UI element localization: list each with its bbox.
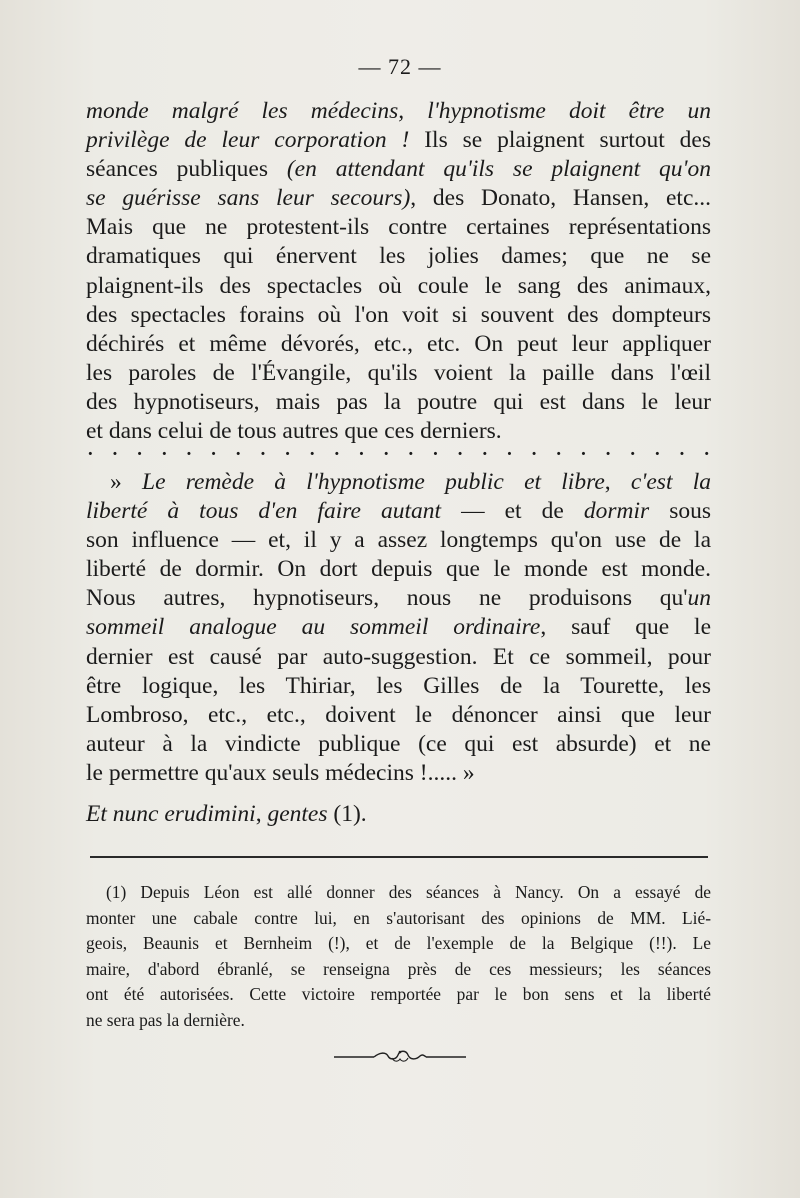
paragraph-1-line: des hypnotiseurs, mais pas la poutre qui est dans le leur: [86, 388, 711, 415]
paragraph-2-line: le permettre qu'aux seuls médecins !..... »: [86, 759, 475, 786]
paragraph-1-line: des spectacles forains où l'on voit si souvent des dompteurs: [86, 301, 711, 328]
paragraph-2-line: [86, 497, 711, 526]
italic-text: dormir: [583, 498, 650, 525]
roman-text: séances publiques: [86, 156, 287, 183]
footnote-line: ont été autorisées. Cette victoire remportée par le bon sens et la liberté: [86, 984, 711, 1005]
paragraph-1-line: et dans celui de tous autres que ces derniers.: [86, 418, 502, 445]
roman-text: »: [110, 469, 142, 495]
paragraph-2-line: [86, 468, 711, 497]
paragraph-2-line: [86, 613, 711, 642]
paragraph-1-line: [86, 97, 711, 126]
page-number: — 72 —: [358, 54, 442, 79]
roman-text: , sauf que le: [540, 614, 711, 641]
dot-separator: · · · · · · · · · · · · · · · · · · · · · · · · · ·: [86, 439, 711, 468]
end-flourish-ornament-icon: [330, 1044, 470, 1068]
paragraph-2-line: Lombroso, etc., etc., doivent le dénoncer ainsi que leur: [86, 701, 711, 728]
roman-text: ,: [255, 801, 268, 827]
italic-text: sommeil analogue au sommeil ordinaire: [86, 614, 541, 641]
paragraph-2-line: [86, 584, 711, 613]
paragraph-3-closing: [86, 800, 711, 829]
paragraph-1-line: [86, 126, 711, 155]
paragraph-1-line: déchirés et même dévorés, etc., etc. On peut leur appliquer: [86, 330, 711, 357]
paragraph-2-line: dernier est causé par auto-suggestion. Et ce sommeil, pour: [86, 643, 711, 670]
paragraph-1-line: [86, 155, 711, 184]
italic-text: un: [687, 585, 711, 612]
italic-text: gentes: [267, 801, 328, 827]
footnote: [86, 880, 711, 1034]
closing-line: [86, 800, 711, 829]
footnote-divider: [90, 856, 708, 858]
paragraph-1-line: les paroles de l'Évangile, qu'ils voient la paille dans l'œil: [86, 359, 711, 386]
paragraph-2-line: être logique, les Thiriar, les Gilles de la Tourette, les: [86, 672, 711, 699]
roman-text: Ils se plaignent surtout des: [409, 127, 711, 154]
ellipsis-dot-row: [86, 439, 711, 468]
italic-text: Et nunc erudimini: [86, 801, 256, 827]
footnote-line: maire, d'abord ébranlé, se renseigna près de ces messieurs; les séances: [86, 958, 711, 979]
paragraph-2-quote: [86, 468, 711, 788]
italic-text: c'est la: [630, 469, 712, 495]
roman-text: , des Donato, Hansen, etc...: [410, 185, 712, 212]
footnote-line: monter une cabale contre lui, en s'autorisant des opinions de MM. Lié-: [86, 907, 711, 928]
paragraph-1-line: plaignent-ils des spectacles où coule le sang des animaux,: [86, 272, 711, 299]
footnote-line: ne sera pas la dernière.: [86, 1009, 245, 1030]
paragraph-2-line: son influence — et, il y a assez longtemps qu'on use de la: [86, 527, 711, 554]
paragraph-2-line: auteur à la vindicte publique (ce qui est absurde) et ne: [86, 730, 711, 757]
italic-text: privilège de leur corporation !: [86, 127, 410, 154]
paragraph-1-line: dramatiques qui énervent les jolies dames; que ne se: [86, 243, 711, 270]
roman-text: — et de: [441, 498, 584, 525]
paragraph-1: [86, 97, 711, 446]
paragraph-2-line: liberté de dormir. On dort depuis que le monde est monde.: [86, 556, 711, 583]
paragraph-1-line: Mais que ne protestent-ils contre certaines représentations: [86, 214, 711, 241]
paragraph-1-line: [86, 184, 711, 213]
roman-text: (1).: [327, 801, 367, 827]
roman-text: ,: [604, 469, 631, 495]
footnote-line: (1) Depuis Léon est allé donner des séances à Nancy. On a essayé de: [106, 882, 711, 902]
roman-text: sous: [649, 498, 711, 525]
italic-text: Le remède à l'hypnotisme public et libre: [142, 469, 605, 495]
roman-text: Nous autres, hypnotiseurs, nous ne produisons qu': [86, 585, 688, 612]
italic-text: monde malgré les médecins, l'hypnotisme doit être un: [86, 98, 711, 124]
footnote-line: geois, Beaunis et Bernheim (!), et de l'exemple de la Belgique (!!). Le: [86, 933, 711, 954]
italic-text: se guérisse sans leur secours): [86, 185, 411, 212]
italic-text: liberté à tous d'en faire autant: [86, 498, 442, 525]
italic-text: (en attendant qu'ils se plaignent qu'on: [286, 156, 711, 183]
